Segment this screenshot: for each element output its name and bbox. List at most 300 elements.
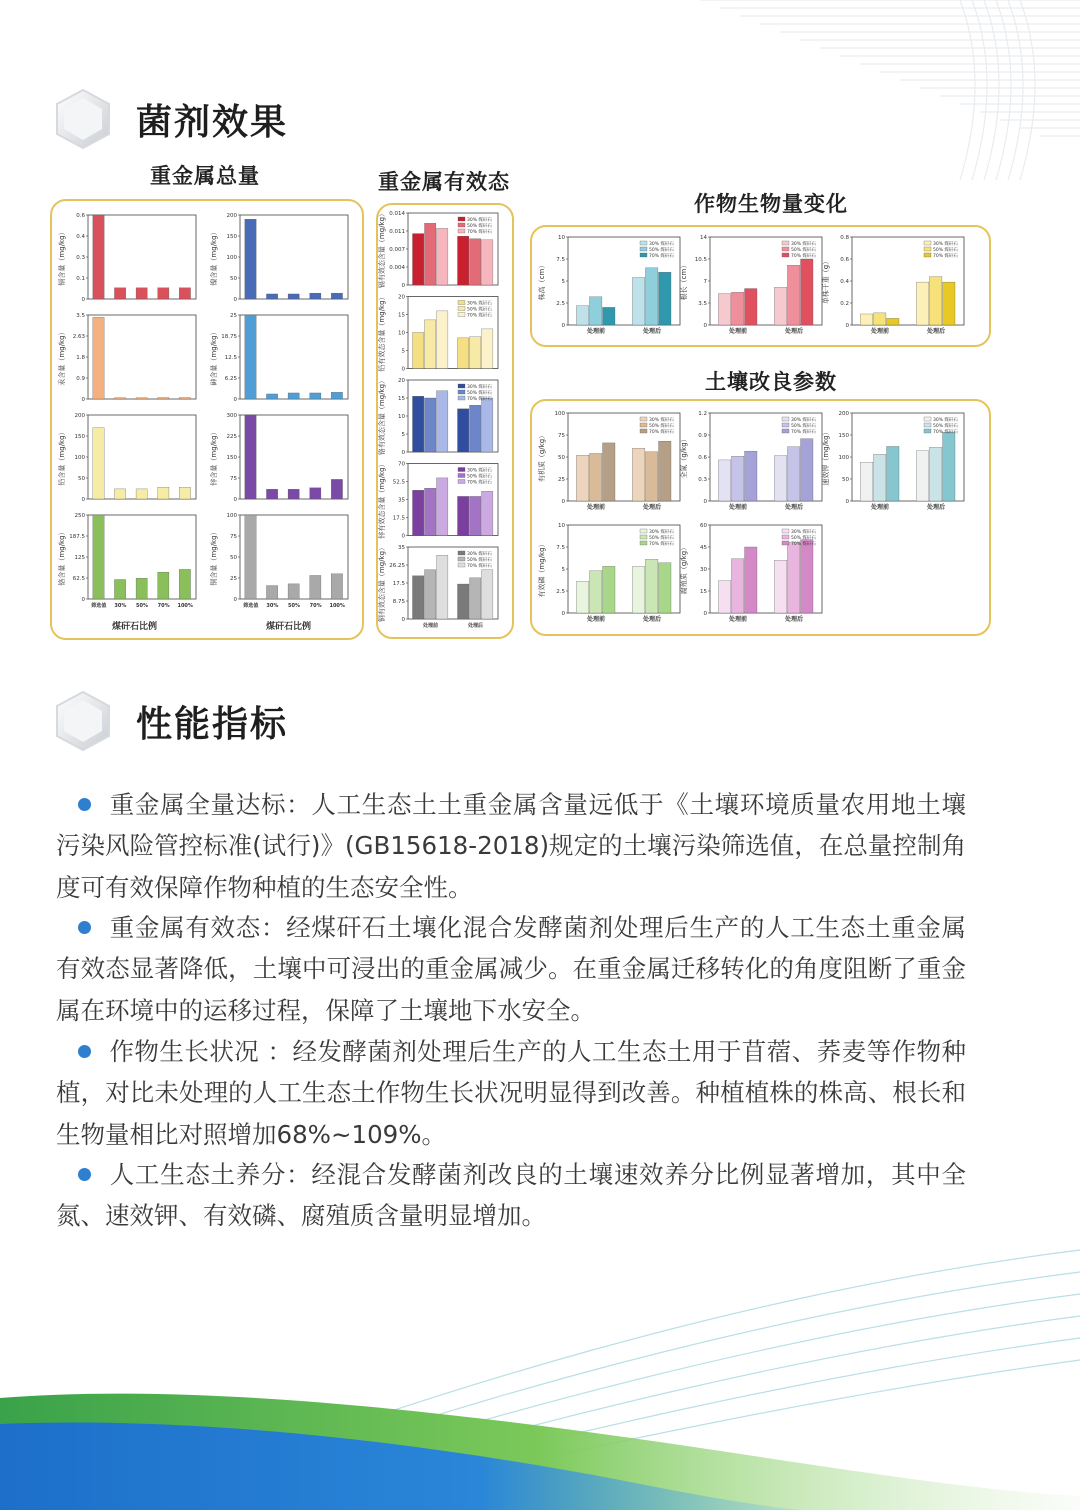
- y-tick-label: 125: [74, 555, 85, 561]
- bar: [576, 581, 588, 613]
- bar: [288, 294, 299, 299]
- y-tick-label: 26.25: [389, 563, 405, 569]
- paragraph-lead: 重金属有效态：: [109, 913, 287, 942]
- y-axis-label: 单株干重（g）: [822, 257, 830, 305]
- y-tick-label: 8.75: [392, 599, 405, 605]
- x-tick-label: 处理前: [728, 328, 748, 335]
- bar: [482, 570, 493, 619]
- legend-swatch: [640, 417, 647, 421]
- y-tick-label: 7.5: [556, 257, 565, 263]
- y-tick-label: 0.011: [389, 229, 405, 235]
- bar: [245, 219, 256, 299]
- bar: [576, 455, 588, 501]
- y-axis-label: 根长（cm）: [680, 261, 688, 301]
- bar: [801, 259, 813, 325]
- x-tick-label: 处理后: [784, 504, 804, 511]
- y-tick-label: 10.5: [694, 257, 707, 263]
- section-title: 性能指标: [136, 703, 289, 745]
- y-tick-label: 0.9: [76, 376, 85, 382]
- x-tick-label: 处理前: [422, 623, 439, 629]
- bar: [745, 289, 757, 325]
- y-tick-label: 2.63: [72, 334, 85, 340]
- bar: [458, 584, 469, 619]
- panel-title-available: 重金属有效态: [378, 170, 510, 194]
- chart-panel-biomass: [530, 225, 991, 347]
- y-axis-label: 镉含量（mg/kg）: [58, 228, 66, 286]
- bar: [136, 489, 147, 499]
- y-tick-label: 14: [700, 235, 707, 241]
- x-tick-label: 处理后: [926, 504, 946, 511]
- y-tick-label: 5: [401, 348, 405, 355]
- y-tick-label: 0: [81, 597, 85, 603]
- bar: [887, 318, 899, 325]
- legend-label: 30% 煤矸石: [791, 418, 816, 423]
- y-axis-label: 铅有效态含量（mg/kg）: [378, 293, 386, 372]
- y-tick-label: 60: [700, 523, 707, 529]
- bar: [179, 569, 190, 599]
- bar: [659, 441, 671, 501]
- y-tick-label: 12.5: [224, 355, 237, 361]
- bar: [659, 563, 671, 613]
- bar: [413, 396, 424, 452]
- y-tick-label: 1.8: [76, 355, 85, 361]
- y-tick-label: 100: [74, 455, 85, 461]
- legend-swatch: [640, 429, 647, 433]
- bar: [179, 487, 190, 499]
- bar: [731, 292, 743, 325]
- legend-label: 50% 煤矸石: [467, 224, 492, 229]
- legend-label: 50% 煤矸石: [649, 536, 674, 541]
- bar: [458, 338, 469, 369]
- x-axis-label: 煤矸石比例: [112, 622, 158, 632]
- bar: [731, 559, 743, 613]
- paragraph-available-metals: [56, 907, 966, 1031]
- legend-swatch: [640, 241, 647, 245]
- bar: [470, 578, 481, 619]
- legend-swatch: [640, 253, 647, 257]
- legend-label: 70% 煤矸石: [791, 430, 816, 435]
- y-tick-label: 50: [558, 455, 565, 461]
- y-tick-label: 25: [230, 313, 237, 319]
- bar: [482, 491, 493, 535]
- bar: [158, 572, 169, 599]
- bar: [718, 460, 730, 501]
- panel-title-total: 重金属总量: [150, 164, 260, 188]
- legend-label: 30% 煤矸石: [467, 385, 492, 390]
- x-tick-label: 处理后: [784, 616, 804, 623]
- y-tick-label: 300: [226, 413, 237, 419]
- y-tick-label: 0.1: [76, 276, 85, 282]
- legend-swatch: [782, 241, 789, 245]
- paragraph-lead: 重金属全量达标：: [109, 790, 312, 819]
- y-tick-label: 75: [230, 534, 237, 540]
- bar: [482, 398, 493, 452]
- bar: [745, 451, 757, 501]
- bar: [576, 306, 588, 325]
- bar: [93, 215, 104, 299]
- y-tick-label: 3.5: [698, 301, 707, 307]
- legend-label: 30% 煤矸石: [649, 530, 674, 535]
- legend-swatch: [924, 417, 931, 421]
- legend-swatch: [640, 541, 647, 545]
- bar: [425, 488, 436, 535]
- x-tick-label: 处理前: [586, 504, 606, 511]
- y-tick-label: 0: [401, 617, 405, 623]
- y-axis-label: 铅含量（mg/kg）: [58, 428, 66, 486]
- y-tick-label: 45: [700, 545, 707, 551]
- legend-swatch: [782, 423, 789, 427]
- bar: [482, 240, 493, 285]
- y-tick-label: 0: [81, 497, 85, 503]
- legend-swatch: [458, 223, 465, 227]
- y-tick-label: 0.8: [840, 235, 849, 241]
- legend-swatch: [782, 253, 789, 257]
- bar: [93, 428, 104, 499]
- x-tick-label: 处理后: [467, 623, 484, 629]
- y-tick-label: 0.6: [76, 213, 85, 219]
- paragraph-crop-growth: [56, 1031, 966, 1155]
- paragraph-total-metals: [56, 784, 966, 908]
- bar: [114, 288, 125, 299]
- y-tick-label: 100: [226, 255, 237, 261]
- bar: [425, 398, 436, 452]
- y-axis-label: 株高（cm）: [538, 261, 546, 301]
- bar: [179, 398, 190, 399]
- legend-swatch: [924, 253, 931, 257]
- legend-swatch: [924, 423, 931, 427]
- legend-label: 50% 煤矸石: [649, 424, 674, 429]
- legend-label: 50% 煤矸石: [933, 424, 958, 429]
- bar: [887, 446, 899, 501]
- y-tick-label: 3.5: [76, 313, 85, 319]
- y-tick-label: 17.5: [392, 581, 405, 587]
- x-tick-label: 70%: [157, 603, 170, 609]
- bar: [288, 584, 299, 599]
- y-axis-label: 全氮（g/kg）: [680, 435, 688, 479]
- bar: [645, 559, 657, 613]
- x-tick-label: 30%: [266, 603, 279, 609]
- legend-label: 70% 煤矸石: [649, 430, 674, 435]
- legend-swatch: [458, 551, 465, 555]
- y-tick-label: 50: [842, 477, 849, 483]
- x-tick-label: 处理后: [926, 328, 946, 335]
- legend-label: 30% 煤矸石: [791, 242, 816, 247]
- legend-label: 70% 煤矸石: [933, 430, 958, 435]
- x-axis-label: 煤矸石比例: [266, 622, 312, 632]
- bar: [603, 443, 615, 501]
- legend-label: 70% 煤矸石: [467, 313, 492, 319]
- bar: [929, 447, 941, 501]
- y-tick-label: 7.5: [556, 545, 565, 551]
- bar: [645, 268, 657, 325]
- y-tick-label: 0.6: [698, 455, 707, 461]
- bar: [470, 337, 481, 369]
- y-axis-label: 铬有效态含量（mg/kg）: [378, 376, 386, 456]
- bar: [158, 398, 169, 399]
- paragraph-lead: 作物生长状况 ：: [109, 1037, 293, 1066]
- y-tick-label: 0: [401, 450, 405, 456]
- legend-swatch: [458, 384, 465, 388]
- x-tick-label: 处理前: [586, 616, 606, 623]
- y-tick-label: 15: [398, 396, 405, 402]
- hexagon-icon: [52, 88, 114, 150]
- bar: [470, 405, 481, 452]
- legend-label: 30% 煤矸石: [467, 301, 492, 307]
- bar: [589, 297, 601, 325]
- bar: [916, 282, 928, 325]
- bar: [774, 560, 786, 613]
- bar: [589, 453, 601, 501]
- bar: [718, 581, 730, 613]
- y-tick-label: 18.75: [221, 334, 237, 340]
- y-tick-label: 0: [233, 497, 237, 503]
- y-tick-label: 10: [398, 414, 405, 420]
- y-axis-label: 铬含量（mg/kg）: [58, 528, 66, 586]
- legend-swatch: [458, 390, 465, 394]
- chart-soil-parameters: [532, 401, 989, 634]
- y-tick-label: 7: [703, 279, 707, 285]
- y-tick-label: 0.007: [389, 247, 405, 253]
- bar: [774, 287, 786, 325]
- bar: [873, 454, 885, 501]
- bar: [801, 439, 813, 501]
- panel-title-soil: 土壤改良参数: [705, 370, 837, 394]
- bar: [458, 409, 469, 452]
- legend-label: 70% 煤矸石: [649, 254, 674, 259]
- bar: [266, 586, 277, 599]
- hexagon-icon: [52, 690, 114, 752]
- legend-label: 70% 煤矸石: [467, 564, 492, 569]
- legend-swatch: [640, 423, 647, 427]
- legend-label: 30% 煤矸石: [467, 552, 492, 557]
- bar: [413, 490, 424, 535]
- paragraph-text: 经发酵菌剂处理后生产的人工生态土用于苜蓿、荞麦等作物种植，对比未处理的人工生态土作物生长状况明显得到改善。种植植株的株高、根长和生物量相比对照增加68%~109%。: [56, 1037, 967, 1149]
- bar: [458, 236, 469, 285]
- y-tick-label: 50: [78, 476, 85, 482]
- legend-label: 50% 煤矸石: [933, 248, 958, 253]
- y-axis-label: 锌有效态含量（mg/kg）: [378, 460, 386, 539]
- bar: [731, 456, 743, 501]
- y-tick-label: 200: [74, 413, 85, 419]
- bullet-dot: [78, 1045, 91, 1058]
- bar: [603, 307, 615, 325]
- chart-panel-total: [50, 199, 364, 640]
- x-tick-label: 处理前: [728, 504, 748, 511]
- bar: [632, 566, 644, 613]
- bar: [470, 496, 481, 535]
- x-tick-label: 50%: [136, 603, 148, 609]
- bar: [310, 393, 321, 399]
- y-tick-label: 75: [230, 476, 237, 482]
- bullet-dot: [78, 798, 91, 811]
- legend-swatch: [782, 535, 789, 539]
- bar: [787, 543, 799, 613]
- bar: [437, 228, 448, 285]
- bar: [413, 576, 424, 619]
- legend-swatch: [782, 417, 789, 421]
- y-tick-label: 0: [703, 499, 707, 505]
- paragraph-soil-nutrients: [56, 1154, 966, 1237]
- y-tick-label: 25: [558, 477, 565, 483]
- bar: [288, 489, 299, 499]
- bar: [114, 398, 125, 399]
- legend-swatch: [458, 557, 465, 561]
- paragraph-text: 经混合发酵菌剂改良的土壤速效养分比例显著增加，其中全氮、速效钾、有效磷、腐殖质含量明显增加。: [56, 1160, 967, 1231]
- bar: [413, 234, 424, 285]
- legend-label: 70% 煤矸石: [467, 480, 492, 486]
- bar: [470, 239, 481, 285]
- bar: [589, 571, 601, 613]
- y-tick-label: 15: [700, 589, 707, 595]
- y-tick-label: 225: [226, 434, 237, 440]
- x-tick-label: 100%: [329, 603, 345, 609]
- y-tick-label: 0.004: [389, 265, 405, 271]
- legend-label: 50% 煤矸石: [649, 248, 674, 253]
- bar: [158, 487, 169, 499]
- bar: [916, 451, 928, 501]
- y-tick-label: 0.2: [840, 301, 849, 307]
- legend-swatch: [458, 480, 465, 484]
- legend-swatch: [924, 241, 931, 245]
- legend-label: 30% 煤矸石: [933, 418, 958, 423]
- legend-swatch: [924, 429, 931, 433]
- bar: [632, 277, 644, 325]
- bar: [310, 488, 321, 499]
- section-header-effects: [52, 88, 288, 150]
- y-axis-label: 汞含量（mg/kg）: [58, 328, 66, 386]
- panel-title-biomass: 作物生物量变化: [694, 192, 848, 216]
- y-axis-label: 有机质（g/kg）: [538, 431, 546, 483]
- x-tick-label: 处理前: [728, 616, 748, 623]
- x-tick-label: 处理后: [642, 328, 662, 335]
- y-tick-label: 2.5: [556, 589, 565, 595]
- bar: [659, 272, 671, 325]
- x-tick-label: 100%: [177, 603, 193, 609]
- y-tick-label: 0: [561, 611, 565, 617]
- bar: [331, 574, 342, 599]
- bar: [136, 578, 147, 599]
- chart-total-heavy-metals: [52, 201, 362, 638]
- legend-label: 50% 煤矸石: [791, 424, 816, 429]
- legend-swatch: [640, 529, 647, 533]
- y-tick-label: 10: [558, 235, 565, 241]
- y-tick-label: 10: [558, 523, 565, 529]
- y-axis-label: 铜含量（mg/kg）: [210, 528, 218, 586]
- y-tick-label: 0: [703, 323, 707, 329]
- bar: [745, 547, 757, 613]
- y-tick-label: 5: [561, 567, 565, 573]
- legend-label: 30% 煤矸石: [649, 418, 674, 423]
- legend-label: 70% 煤矸石: [649, 542, 674, 547]
- y-tick-label: 0: [81, 297, 85, 303]
- bar: [288, 393, 299, 399]
- legend-swatch: [458, 474, 465, 478]
- y-tick-label: 10: [398, 330, 405, 337]
- y-tick-label: 100: [838, 455, 849, 461]
- legend-swatch: [782, 247, 789, 251]
- bar: [437, 311, 448, 369]
- legend-swatch: [924, 247, 931, 251]
- legend-label: 70% 煤矸石: [791, 542, 816, 547]
- y-axis-label: 速效钾（mg/kg）: [822, 428, 830, 486]
- x-tick-label: 处理前: [870, 328, 890, 335]
- y-axis-label: 镉有效态含量（mg/kg）: [378, 209, 386, 289]
- bar: [437, 391, 448, 452]
- legend-swatch: [458, 468, 465, 472]
- bar: [860, 314, 872, 325]
- y-tick-label: 0.3: [698, 477, 707, 483]
- paragraph-text: 人工生态土土重金属含量远低于《土壤环境质量农用地土壤污染风险管控标准(试行)》(GB15618-2018)规定的土壤污染筛选值，在总量控制角度可有效保障作物种植的生态安全性。: [56, 790, 967, 902]
- bullet-dot: [78, 1168, 91, 1181]
- bar: [310, 293, 321, 299]
- y-tick-label: 1.2: [698, 411, 707, 417]
- bar: [801, 540, 813, 613]
- y-tick-label: 50: [230, 555, 237, 561]
- legend-swatch: [458, 313, 465, 317]
- y-tick-label: 150: [226, 234, 237, 240]
- y-tick-label: 75: [558, 433, 565, 439]
- y-tick-label: 0: [401, 366, 405, 373]
- y-tick-label: 15: [398, 312, 405, 319]
- x-tick-label: 处理前: [870, 504, 890, 511]
- legend-swatch: [782, 541, 789, 545]
- bar: [425, 223, 436, 285]
- bar: [114, 580, 125, 599]
- y-tick-label: 35: [398, 545, 405, 551]
- legend-swatch: [640, 535, 647, 539]
- y-tick-label: 250: [74, 513, 85, 519]
- y-tick-label: 0: [703, 611, 707, 617]
- bar: [245, 415, 256, 499]
- legend-swatch: [458, 396, 465, 400]
- bar: [158, 288, 169, 299]
- y-tick-label: 2.5: [556, 301, 565, 307]
- legend-swatch: [458, 563, 465, 567]
- legend-label: 70% 煤矸石: [467, 230, 492, 235]
- y-tick-label: 0.3: [76, 255, 85, 261]
- y-axis-label: 铜有效态含量（mg/kg）: [378, 543, 386, 623]
- legend-label: 30% 煤矸石: [649, 242, 674, 247]
- y-tick-label: 62.5: [72, 576, 85, 582]
- y-tick-label: 17.5: [392, 515, 405, 522]
- paragraph-text: 经煤矸石土壤化混合发酵菌剂处理后生产的人工生态土重金属有效态显著降低，土壤中可浸出的重金属减少。在重金属迁移转化的角度阻断了重金属在环境中的运移过程，保障了土壤地下水安全。: [56, 913, 967, 1025]
- legend-swatch: [458, 301, 465, 305]
- bar: [860, 462, 872, 501]
- y-tick-label: 0.4: [76, 234, 85, 240]
- bar: [603, 566, 615, 613]
- bar: [929, 277, 941, 325]
- bar: [266, 294, 277, 299]
- y-tick-label: 150: [838, 433, 849, 439]
- bar: [645, 452, 657, 501]
- legend-swatch: [458, 229, 465, 233]
- bar: [93, 515, 104, 599]
- legend-swatch: [782, 529, 789, 533]
- legend-label: 70% 煤矸石: [791, 254, 816, 259]
- bar: [331, 479, 342, 499]
- x-tick-label: 筛选值: [243, 603, 259, 609]
- y-axis-label: 有效磷（mg/kg）: [538, 540, 546, 598]
- bar: [873, 313, 885, 325]
- bar: [266, 394, 277, 399]
- legend-label: 50% 煤矸石: [791, 536, 816, 541]
- y-axis-label: 锌含量（mg/kg）: [210, 428, 218, 486]
- legend-label: 50% 煤矸石: [467, 558, 492, 563]
- y-tick-label: 0: [233, 397, 237, 403]
- y-tick-label: 50: [230, 276, 237, 282]
- bar: [482, 329, 493, 369]
- bar: [136, 288, 147, 299]
